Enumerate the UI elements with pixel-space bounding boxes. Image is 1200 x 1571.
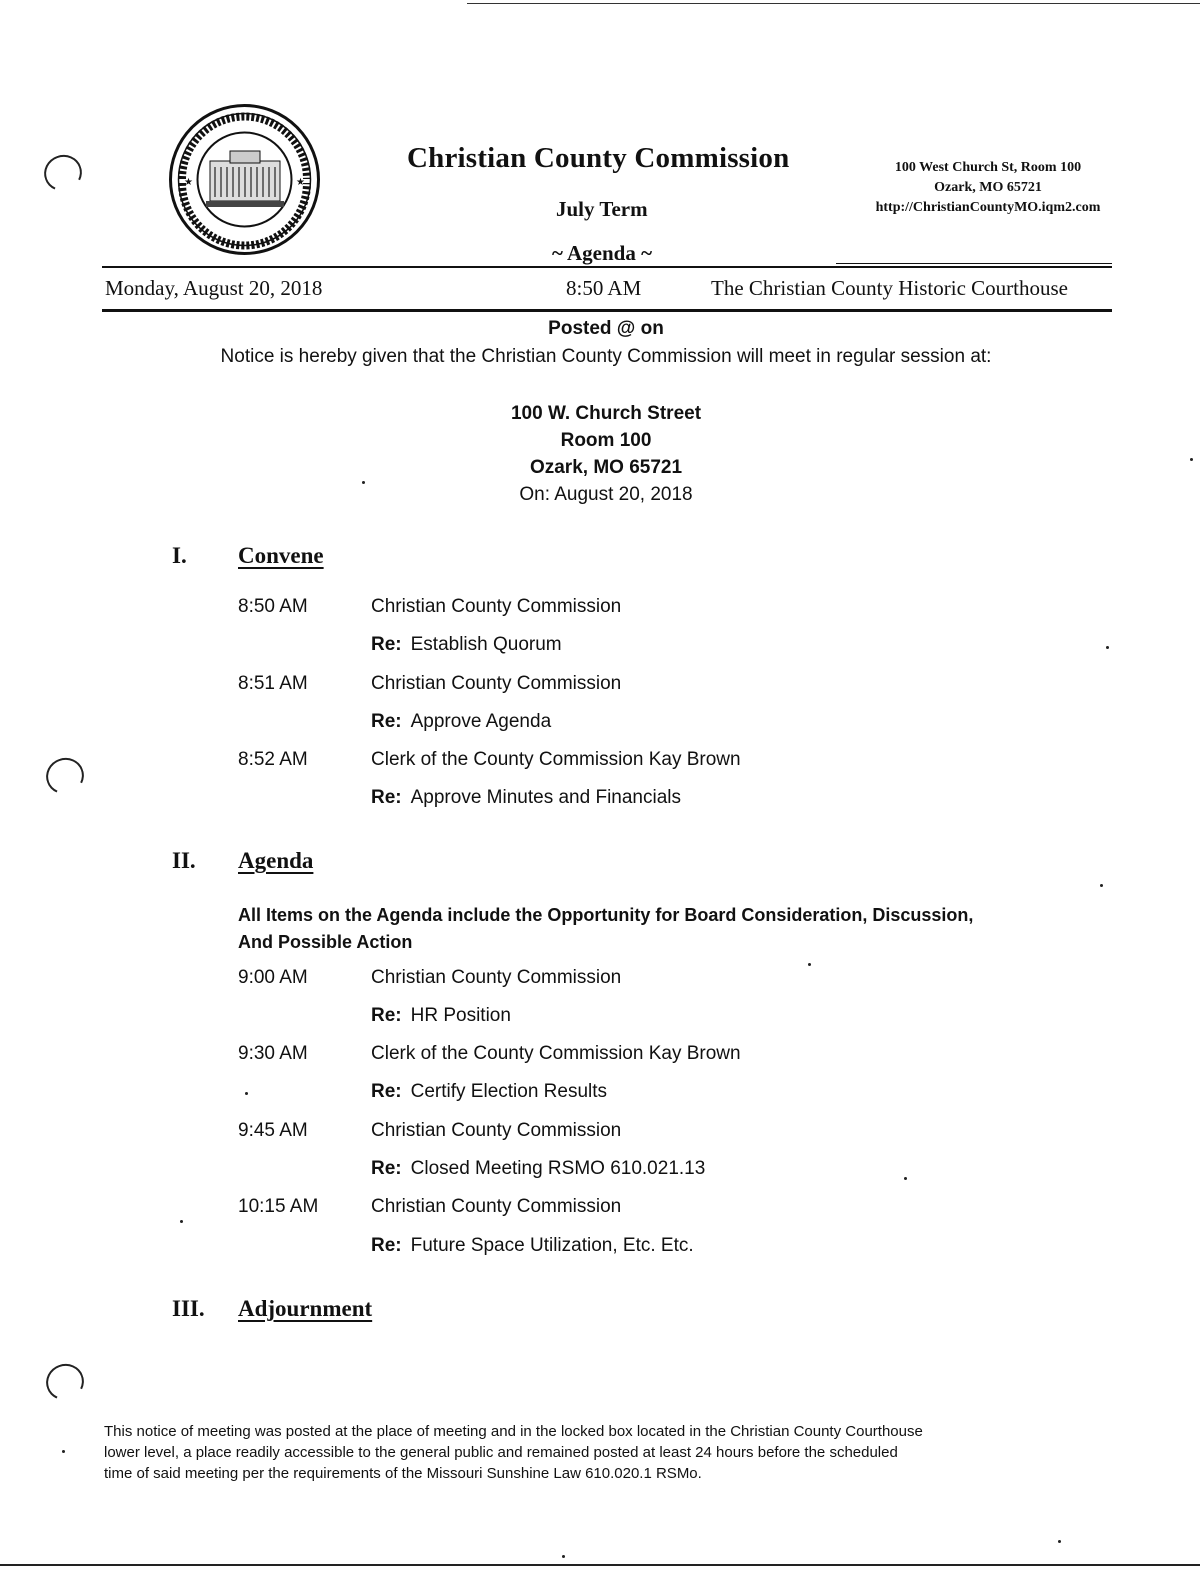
re-label: Re:	[371, 1158, 402, 1179]
section-title-adjournment: Adjournment	[238, 1296, 373, 1321]
item-subject-text: Future Space Utilization, Etc. Etc.	[410, 1235, 694, 1256]
punch-hole-middle	[41, 753, 89, 800]
section-number: III.	[172, 1296, 205, 1321]
posting-notice-line2: lower level, a place readily accessible to the general public and remained posted at least 24 hours before the scheduled	[104, 1444, 898, 1461]
item-presenter: Christian County Commission	[371, 673, 622, 694]
divider	[102, 266, 1112, 268]
item-subject-text: Approve Minutes and Financials	[410, 787, 681, 808]
punch-hole-top	[39, 150, 87, 197]
item-presenter: Clerk of the County Commission Kay Brown	[371, 749, 741, 770]
scan-edge-line	[467, 3, 1200, 4]
agenda-heading: ~ Agenda ~	[552, 241, 653, 265]
term-label: July Term	[556, 197, 648, 221]
address-city: Ozark, MO 65721	[934, 180, 1042, 195]
scan-speck	[1190, 458, 1193, 461]
scan-speck	[180, 1220, 183, 1223]
section-number: II.	[172, 848, 196, 873]
county-seal-logo	[168, 103, 321, 256]
scan-speck	[1100, 884, 1103, 887]
item-time: 9:00 AM	[238, 967, 308, 988]
item-subject-text: HR Position	[410, 1005, 511, 1026]
item-subject	[371, 787, 681, 809]
item-presenter: Christian County Commission	[371, 967, 622, 988]
scan-speck	[362, 481, 365, 484]
re-label: Re:	[371, 634, 402, 655]
venue-city: Ozark, MO 65721	[529, 457, 683, 478]
re-label: Re:	[371, 1235, 402, 1256]
scan-speck	[562, 1555, 565, 1558]
scan-edge-line	[0, 1564, 1200, 1566]
meeting-time: 8:50 AM	[566, 276, 642, 300]
posted-line: Posted @ on	[548, 318, 664, 339]
scan-speck	[1106, 646, 1109, 649]
section-title-agenda: Agenda	[238, 848, 314, 873]
svg-text:★: ★	[184, 177, 193, 188]
item-time: 10:15 AM	[238, 1196, 319, 1217]
item-subject-text: Certify Election Results	[410, 1081, 608, 1102]
website-link[interactable]: http://ChristianCountyMO.iqm2.com	[875, 200, 1101, 215]
scan-speck	[245, 1092, 248, 1095]
commission-title: Christian County Commission	[407, 142, 790, 174]
item-subject	[371, 1081, 607, 1103]
posting-notice-line1: This notice of meeting was posted at the place of meeting and in the locked box located in the Christian County Courthouse	[104, 1423, 923, 1440]
meeting-location: The Christian County Historic Courthouse	[711, 276, 1068, 300]
venue-date: On: August 20, 2018	[519, 484, 693, 505]
item-presenter: Clerk of the County Commission Kay Brown	[371, 1043, 741, 1064]
section-title-convene: Convene	[238, 543, 324, 568]
item-presenter: Christian County Commission	[371, 596, 622, 617]
item-subject	[371, 1005, 511, 1027]
item-presenter: Christian County Commission	[371, 1120, 622, 1141]
punch-hole-bottom	[41, 1359, 89, 1406]
scan-speck	[62, 1450, 65, 1453]
item-time: 8:50 AM	[238, 596, 308, 617]
item-time: 9:45 AM	[238, 1120, 308, 1141]
svg-text:★: ★	[296, 177, 305, 188]
item-presenter: Christian County Commission	[371, 1196, 622, 1217]
venue-street: 100 W. Church Street	[510, 403, 702, 424]
notice-text: Notice is hereby given that the Christian County Commission will meet in regular session at:	[220, 346, 992, 367]
re-label: Re:	[371, 1005, 402, 1026]
item-time: 8:51 AM	[238, 673, 308, 694]
scan-speck	[808, 963, 811, 966]
scan-speck	[904, 1177, 907, 1180]
agenda-note	[238, 902, 1058, 956]
item-time: 8:52 AM	[238, 749, 308, 770]
section-number: I.	[172, 543, 187, 568]
item-subject-text: Approve Agenda	[410, 711, 552, 732]
agenda-note-line1: All Items on the Agenda include the Opportunity for Board Consideration, Discussion,	[238, 905, 974, 925]
divider	[836, 263, 1112, 264]
posting-notice-line3: time of said meeting per the requirements of the Missouri Sunshine Law 610.020.1 RSMo.	[104, 1465, 702, 1482]
posting-notice	[104, 1421, 1064, 1484]
item-time: 9:30 AM	[238, 1043, 308, 1064]
venue-address	[0, 400, 1200, 508]
scan-speck	[1058, 1540, 1061, 1543]
item-subject	[371, 1158, 705, 1180]
re-label: Re:	[371, 711, 402, 732]
meeting-date: Monday, August 20, 2018	[105, 276, 323, 300]
venue-room: Room 100	[560, 430, 652, 451]
item-subject-text: Establish Quorum	[410, 634, 562, 655]
address-street: 100 West Church St, Room 100	[894, 160, 1082, 175]
divider	[102, 309, 1112, 312]
commission-address	[868, 158, 1108, 218]
item-subject	[371, 1235, 694, 1257]
re-label: Re:	[371, 787, 402, 808]
re-label: Re:	[371, 1081, 402, 1102]
agenda-note-line2: And Possible Action	[238, 932, 413, 952]
item-subject	[371, 634, 562, 656]
item-subject-text: Closed Meeting RSMO 610.021.13	[410, 1158, 706, 1179]
item-subject	[371, 711, 551, 733]
